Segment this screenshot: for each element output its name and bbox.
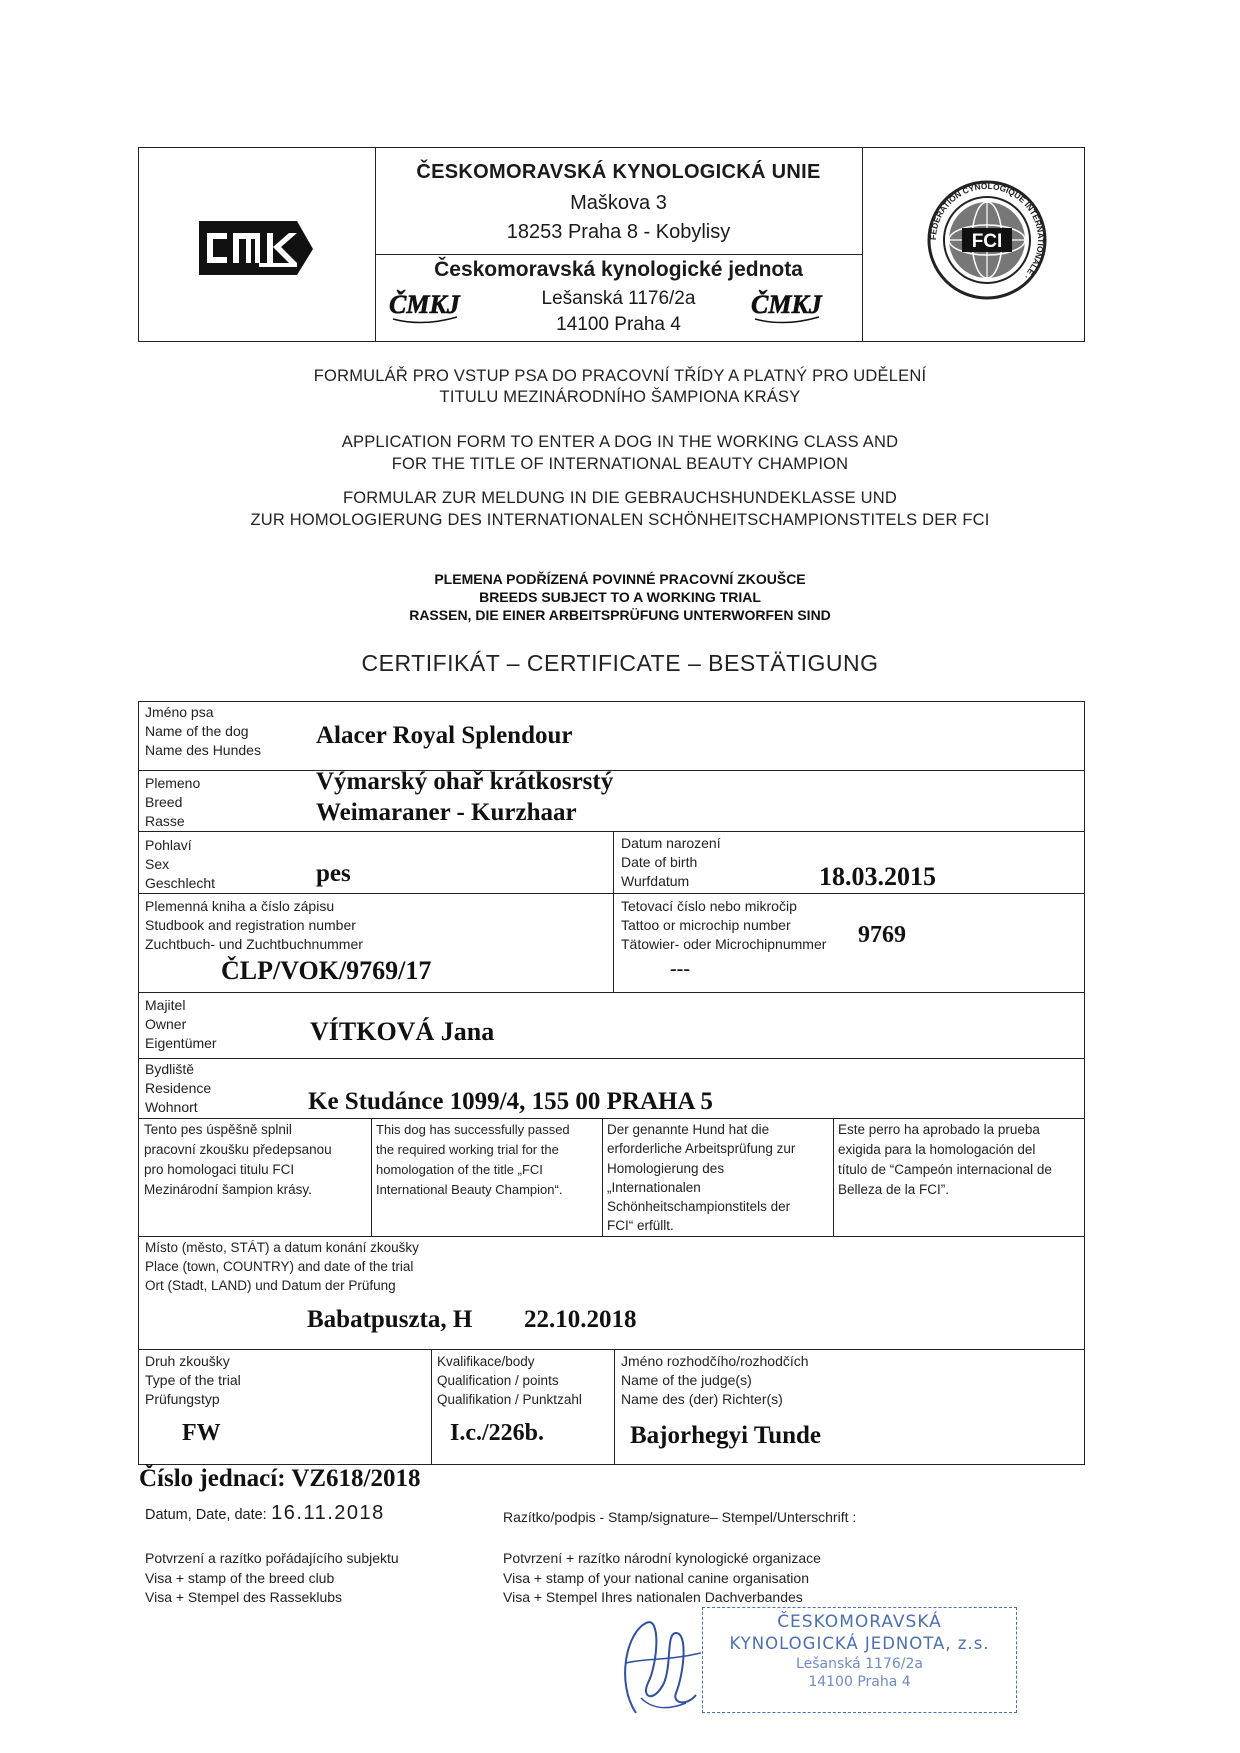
tattoo-labels: Tetovací číslo nebo mikročip Tattoo or microchip number Tätowier- oder Microchipnummer (621, 898, 827, 952)
sex-value: pes (316, 860, 351, 887)
letterhead-box (138, 147, 1085, 342)
breeds-de: RASSEN, DIE EINER ARBEITSPRÜFUNG UNTERWORFEN SIND (409, 607, 831, 623)
trial-place-value: Babatpuszta, H (307, 1306, 473, 1333)
breed-value-de: Weimaraner - Kurzhaar (316, 799, 577, 826)
stamp-signature-label: Razítko/podpis - Stamp/signature– Stempel/Unterschrift : (503, 1509, 857, 1525)
statement-en: This dog has successfully passed the required working trial for the homologation of the title „FCI International Beauty Champion“. (376, 1122, 570, 1197)
statement-es: Este perro ha aprobado la prueba exigida para la homologación del título de “Campeón internacional de Belleza de la FCI”. (838, 1122, 1052, 1197)
fci-logo (925, 178, 1049, 302)
cmkj-mini-logo-right (749, 289, 824, 325)
issue-date (145, 1502, 385, 1525)
breed-value-cz: Výmarský ohař krátkosrstý (316, 768, 614, 795)
title-en-1: APPLICATION FORM TO ENTER A DOG IN THE WORKING CLASS AND (341, 433, 899, 451)
tattoo-value: 9769 (858, 922, 906, 948)
org1-street: Maškova 3 (570, 192, 667, 214)
judge-value: Bajorhegyi Tunde (630, 1422, 822, 1449)
cmkj-mini-logo-left (387, 289, 462, 325)
svg-text:FEDERATION CYNOLOGIQUE INTERNA: FEDERATION CYNOLOGIQUE INTERNATIONALE · (927, 180, 1047, 282)
breeds-cz: PLEMENA PODŘÍZENÁ POVINNÉ PRACOVNÍ ZKOUŠCE (434, 571, 806, 587)
certificate-title: CERTIFIKÁT – CERTIFICATE – BESTÄTIGUNG (361, 650, 879, 676)
national-org-visa: Potvrzení + razítko národní kynologické organizace Visa + stamp of your national canine organisation Visa + Stempel Ihres nationalen Dachverbandes (503, 1550, 821, 1605)
qualification-value: I.c./226b. (450, 1420, 545, 1446)
residence-labels: Bydliště Residence Wohnort (145, 1061, 212, 1115)
title-cz-1: FORMULÁŘ PRO VSTUP PSA DO PRACOVNÍ TŘÍDY A PLATNÝ PRO UDĚLENÍ (313, 367, 927, 385)
owner-value: VÍTKOVÁ Jana (310, 1017, 495, 1046)
title-en-2: FOR THE TITLE OF INTERNATIONAL BEAUTY CHAMPION (391, 455, 849, 473)
dog-name-value: Alacer Royal Splendour (316, 722, 573, 749)
trial-type-value: FW (182, 1420, 221, 1446)
org1-city: 18253 Praha 8 - Kobylisy (506, 221, 731, 243)
trial-place-labels: Místo (město, STÁT) a datum konání zkoušky Place (town, COUNTRY) and date of the trial Ort (Stadt, LAND) und Datum der Prüfung (145, 1240, 419, 1293)
org2-name: Českomoravská kynologické jednota (434, 258, 803, 281)
microchip-value: --- (670, 958, 690, 980)
breed-labels: Plemeno Breed Rasse (145, 775, 201, 829)
statement-cz: Tento pes úspěšně splnil pracovní zkoušku předepsanou pro homologaci titulu FCI Mezinárodní šampion krásy. (144, 1122, 332, 1197)
residence-value: Ke Studánce 1099/4, 155 00 PRAHA 5 (308, 1088, 713, 1115)
owner-labels: Majitel Owner Eigentümer (145, 997, 217, 1051)
breeds-en: BREEDS SUBJECT TO A WORKING TRIAL (479, 589, 761, 605)
org2-city: 14100 Praha 4 (556, 314, 681, 335)
issue-date-value: 16.11.2018 (271, 1502, 385, 1524)
dob-labels: Datum narození Date of birth Wurfdatum (621, 835, 721, 889)
signature (606, 1603, 716, 1723)
org2-street: Lešanská 1176/2a (541, 288, 696, 309)
trial-type-labels: Druh zkoušky Type of the trial Prüfungstyp (145, 1353, 241, 1407)
title-cz-2: TITULU MEZINÁRODNÍHO ŠAMPIONA KRÁSY (439, 388, 801, 406)
official-stamp: ČESKOMORAVSKÁ KYNOLOGICKÁ JEDNOTA, z.s. Lešanská 1176/2a 14100 Praha 4 (702, 1607, 1017, 1713)
qualification-labels: Kvalifikace/body Qualification / points Qualifikation / Punktzahl (437, 1354, 582, 1407)
title-de-2: ZUR HOMOLOGIERUNG DES INTERNATIONALEN SCHÖNHEITSCHAMPIONSTITELS DER FCI (250, 511, 990, 529)
statement-de: Der genannte Hund hat die erforderliche Arbeitsprüfung zur Homologierung des „Internationalen Schönheitschampionstitels der FCI“ erfüllt. (607, 1122, 796, 1234)
org1-name: ČESKOMORAVSKÁ KYNOLOGICKÁ UNIE (416, 161, 821, 183)
breed-club-visa: Potvrzení a razítko pořádajícího subjektu Visa + stamp of the breed club Visa + Stempel des Rasseklubs (145, 1550, 399, 1605)
studbook-value: ČLP/VOK/9769/17 (221, 956, 432, 985)
sex-labels: Pohlaví Sex Geschlecht (145, 837, 216, 891)
certificate-form (138, 701, 1085, 1465)
title-de-1: FORMULAR ZUR MELDUNG IN DIE GEBRAUCHSHUNDEKLASSE UND (342, 489, 898, 507)
svg-text:ČMKJ: ČMKJ (389, 290, 460, 319)
judge-labels: Jméno rozhodčího/rozhodčích Name of the judge(s) Name des (der) Richter(s) (621, 1353, 809, 1407)
studbook-labels: Plemenná kniha a číslo zápisu Studbook and registration number Zuchtbuch- und Zuchtbuchnummer (145, 898, 363, 952)
fci-logo-text: FCI (971, 231, 1003, 252)
trial-date-value: 22.10.2018 (524, 1306, 637, 1333)
dog-name-labels: Jméno psa Name of the dog Name des Hundes (145, 704, 261, 758)
dob-value: 18.03.2015 (819, 862, 936, 891)
issue-date-label: Datum, Date, date: (145, 1507, 267, 1523)
cmku-logo (197, 215, 317, 277)
reference-number: Číslo jednací: VZ618/2018 (139, 1465, 421, 1492)
svg-text:ČMKJ: ČMKJ (751, 290, 822, 319)
